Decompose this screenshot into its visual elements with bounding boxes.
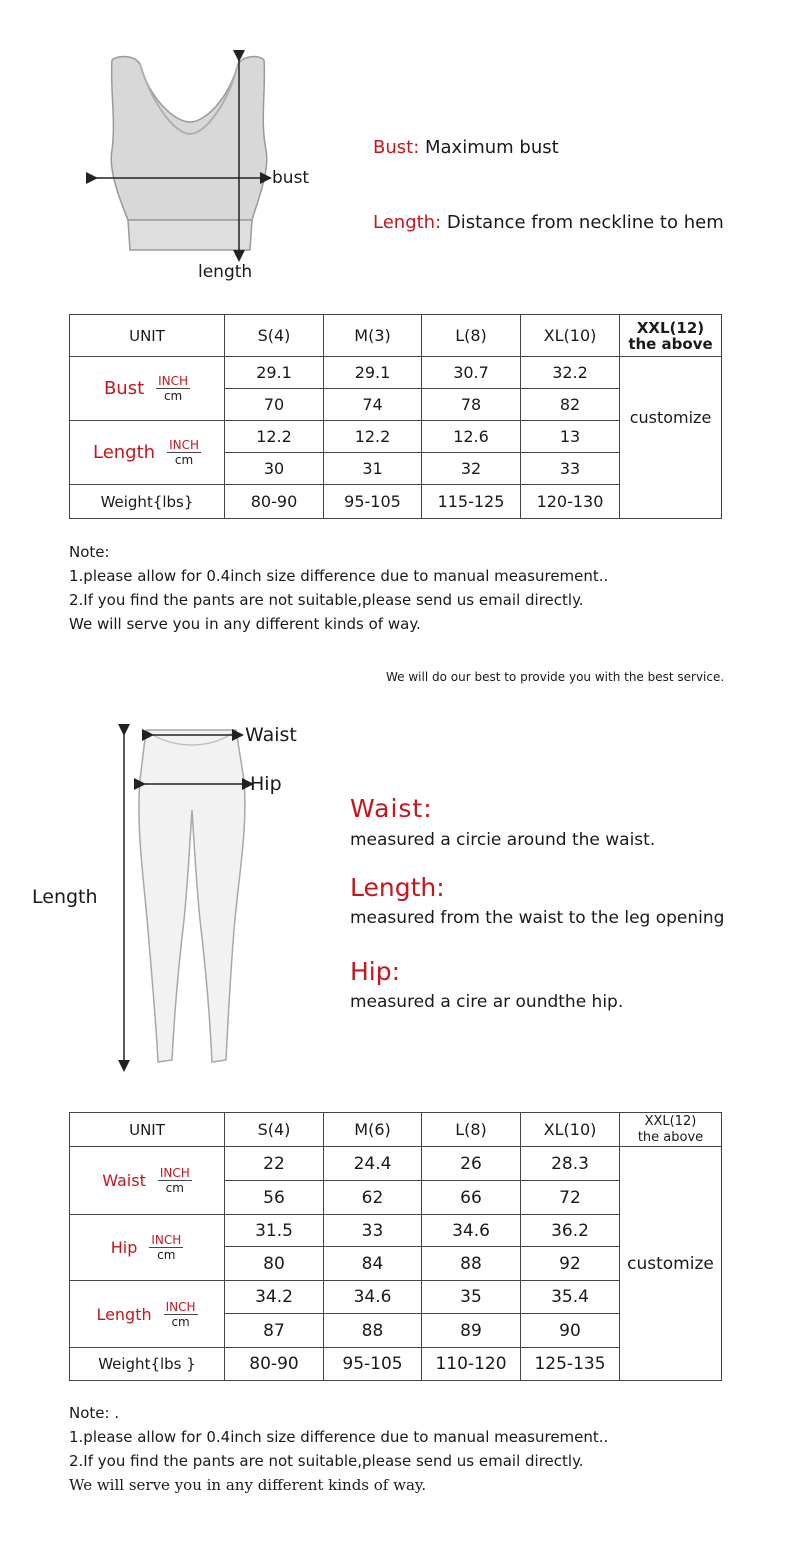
hip-row-label: Hip (110, 1238, 138, 1257)
cell-value: 12.2 (225, 421, 324, 453)
header-m: M(3) (324, 315, 422, 357)
cell-value: 89 (422, 1314, 521, 1348)
header-s: S(4) (225, 1113, 324, 1147)
cell-value: 12.6 (422, 421, 521, 453)
cell-value: 34.2 (225, 1281, 324, 1314)
pants-notes (69, 1401, 608, 1497)
cell-value: 34.6 (324, 1281, 422, 1314)
bust-term: Bust: (373, 137, 420, 158)
note-line: We will serve you in any different kinds of way. (69, 615, 421, 633)
header-l: L(8) (422, 1113, 521, 1147)
cell-value: 35 (422, 1281, 521, 1314)
length-row-label: Length (92, 442, 156, 463)
cell-value: 92 (521, 1247, 620, 1281)
cell-value: 12.2 (324, 421, 422, 453)
header-xxl-size: XXL(12) (644, 1113, 697, 1129)
cell-value: 24.4 (324, 1147, 422, 1181)
cell-value: 80-90 (225, 485, 324, 519)
header-xxl-size: XXL(12) (636, 318, 705, 337)
bust-text: Maximum bust (419, 137, 559, 158)
unit-fraction (149, 1233, 183, 1262)
cell-value: 33 (521, 453, 620, 485)
row-label-waist (70, 1147, 225, 1215)
header-l: L(8) (422, 315, 521, 357)
bra-notes (69, 540, 608, 636)
hip-term: Hip: (350, 957, 401, 986)
cell-value: 72 (521, 1181, 620, 1215)
bust-row-label: Bust (103, 378, 145, 399)
waist-text: measured a circie around the waist. (350, 830, 656, 850)
header-xxl-note: the above (628, 334, 713, 353)
customize-cell: customize (620, 357, 722, 519)
cell-value: 80 (225, 1247, 324, 1281)
cell-value: 74 (324, 389, 422, 421)
unit-inch: INCH (159, 1166, 190, 1180)
service-line: We will do our best to provide you with the best service. (386, 670, 725, 684)
cell-value: 90 (521, 1314, 620, 1348)
unit-inch: INCH (151, 1233, 182, 1247)
waist-row-label: Waist (102, 1171, 146, 1190)
cell-value: 84 (324, 1247, 422, 1281)
leggings-illustration (110, 720, 270, 1075)
length-text: measured from the waist to the leg opening (350, 908, 725, 928)
unit-fraction (164, 1300, 198, 1329)
customize-cell: customize (620, 1147, 722, 1381)
note-line: 2.If you find the pants are not suitable,please send us email directly. (69, 591, 584, 609)
length-row-label: Length (96, 1304, 152, 1324)
hip-text: measured a cire ar oundthe hip. (350, 992, 624, 1012)
row-label-length (70, 1281, 225, 1348)
note-line: 1.please allow for 0.4inch size difference due to manual measurement.. (69, 1428, 609, 1446)
cell-value: 13 (521, 421, 620, 453)
cell-value: 31 (324, 453, 422, 485)
cell-value: 82 (521, 389, 620, 421)
cell-value: 26 (422, 1147, 521, 1181)
cell-value: 22 (225, 1147, 324, 1181)
header-unit: UNIT (70, 1113, 225, 1147)
waist-term: Waist: (350, 794, 433, 823)
unit-inch: INCH (158, 374, 189, 388)
cell-value: 36.2 (521, 1215, 620, 1247)
bust-description (373, 137, 559, 158)
cell-value: 88 (324, 1314, 422, 1348)
note-line: 1.please allow for 0.4inch size difference due to manual measurement.. (69, 567, 609, 585)
unit-inch: INCH (169, 438, 199, 452)
cell-value: 88 (422, 1247, 521, 1281)
cell-value: 125-135 (521, 1348, 620, 1381)
header-xxl (620, 1113, 722, 1147)
unit-cm: cm (174, 453, 194, 467)
hip-diagram-label: Hip (250, 773, 282, 795)
note-heading: Note: (69, 543, 110, 561)
length-term: Length: (350, 873, 445, 902)
cell-value: 95-105 (324, 485, 422, 519)
waist-diagram-label: Waist (245, 724, 297, 746)
length-text: Distance from neckline to hem (441, 212, 724, 233)
cell-value: 30 (225, 453, 324, 485)
cell-value: 66 (422, 1181, 521, 1215)
unit-inch: INCH (165, 1299, 196, 1314)
header-xxl (620, 315, 722, 357)
pants-size-table (69, 1112, 722, 1381)
row-label-length (70, 421, 225, 485)
cell-value: 62 (324, 1181, 422, 1215)
row-label-hip (70, 1215, 225, 1281)
cell-value: 56 (225, 1181, 324, 1215)
cell-value: 110-120 (422, 1348, 521, 1381)
header-xl: XL(10) (521, 1113, 620, 1147)
unit-fraction (156, 374, 190, 403)
weight-row-label: Weight{lbs} (70, 485, 225, 519)
cell-value: 78 (422, 389, 521, 421)
bra-size-table (69, 314, 722, 519)
unit-fraction (167, 438, 201, 467)
cell-value: 29.1 (324, 357, 422, 389)
cell-value: 28.3 (521, 1147, 620, 1181)
header-m: M(6) (324, 1113, 422, 1147)
length-diagram-label: length (198, 262, 253, 282)
cell-value: 80-90 (225, 1348, 324, 1381)
cell-value: 70 (225, 389, 324, 421)
unit-cm: cm (165, 1181, 184, 1195)
cell-value: 87 (225, 1314, 324, 1348)
bust-diagram-label: bust (272, 168, 310, 188)
cell-value: 29.1 (225, 357, 324, 389)
header-xl: XL(10) (521, 315, 620, 357)
unit-cm: cm (171, 1314, 190, 1329)
cell-value: 34.6 (422, 1215, 521, 1247)
cell-value: 35.4 (521, 1281, 620, 1314)
length-diagram-label: Length (32, 886, 98, 908)
pants-diagram (110, 720, 270, 1075)
header-unit: UNIT (70, 315, 225, 357)
cell-value: 95-105 (324, 1348, 422, 1381)
weight-row-label: Weight{lbs } (70, 1348, 225, 1381)
header-s: S(4) (225, 315, 324, 357)
unit-cm: cm (163, 389, 183, 403)
header-xxl-note: the above (637, 1129, 704, 1145)
unit-cm: cm (157, 1248, 176, 1262)
row-label-bust (70, 357, 225, 421)
cell-value: 120-130 (521, 485, 620, 519)
length-term: Length: (373, 212, 442, 233)
cell-value: 33 (324, 1215, 422, 1247)
note-line: 2.If you find the pants are not suitable,please send us email directly. (69, 1452, 584, 1470)
length-description (373, 212, 724, 233)
cell-value: 31.5 (225, 1215, 324, 1247)
cell-value: 115-125 (422, 485, 521, 519)
cell-value: 32.2 (521, 357, 620, 389)
unit-fraction (158, 1166, 192, 1195)
cell-value: 30.7 (422, 357, 521, 389)
note-line: We will serve you in any different kinds of way. (69, 1476, 427, 1494)
cell-value: 32 (422, 453, 521, 485)
note-heading: Note: . (69, 1404, 120, 1422)
